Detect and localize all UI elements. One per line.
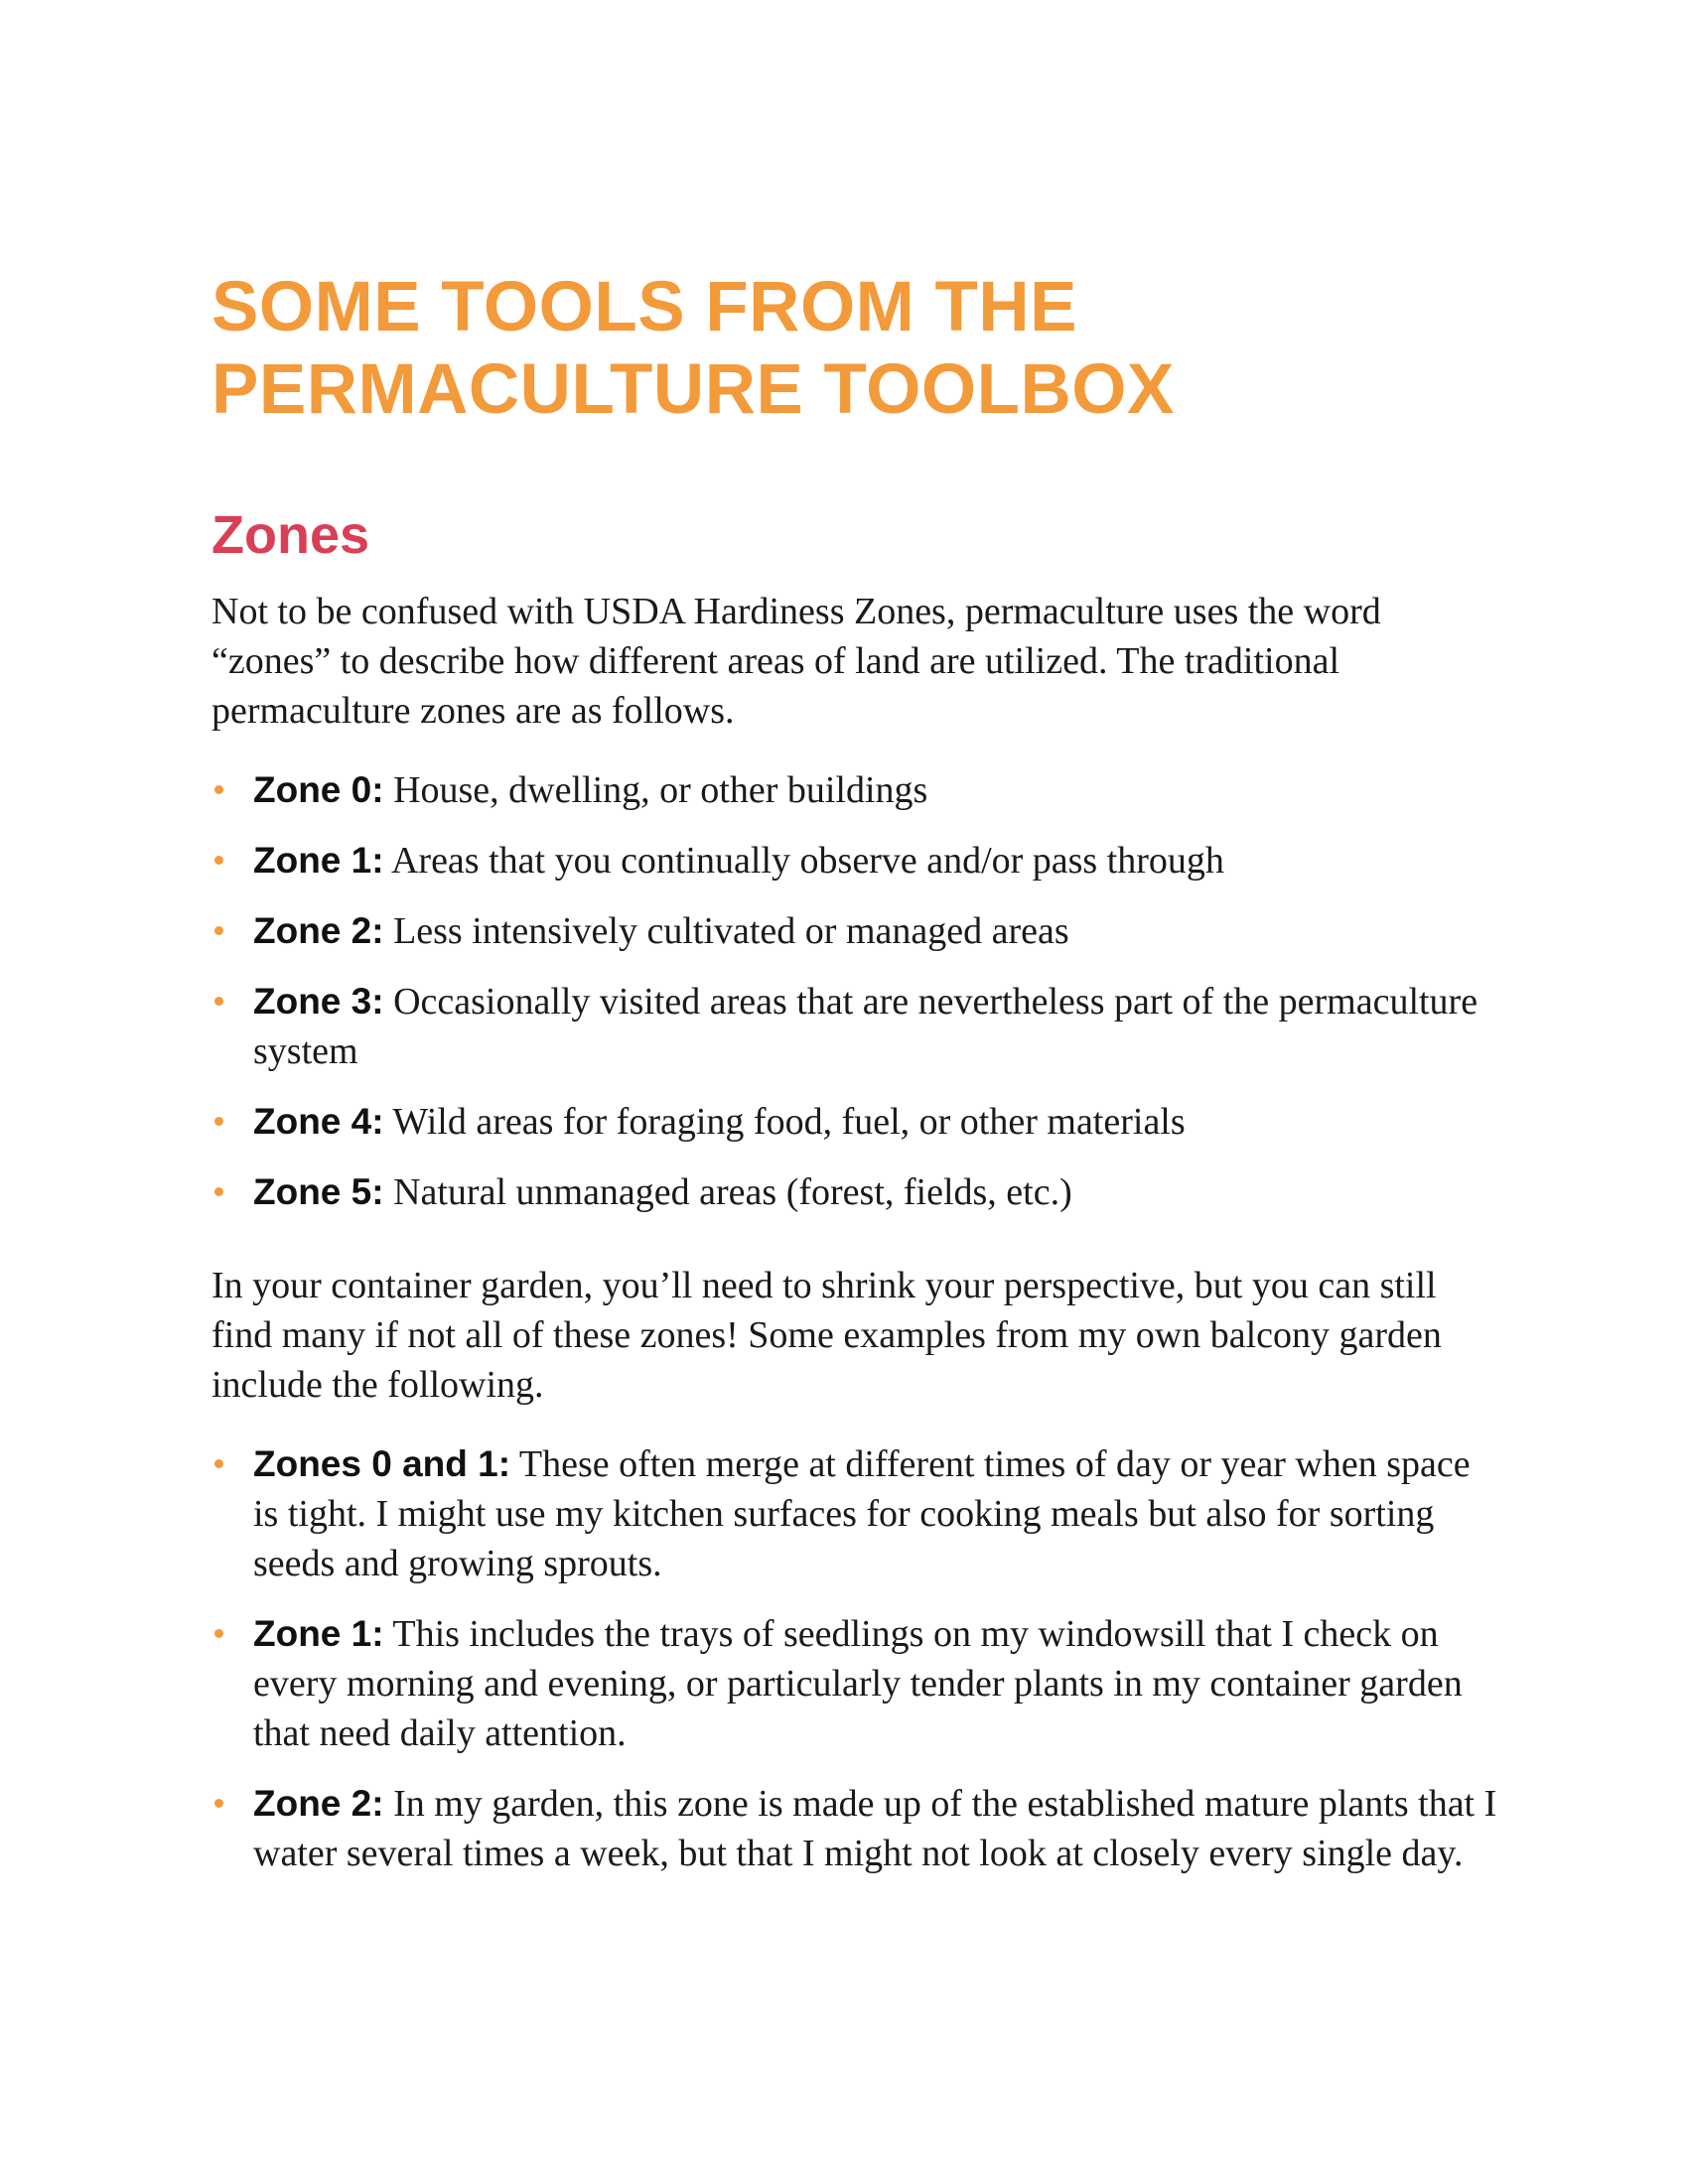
intro-paragraph: Not to be confused with USDA Hardiness Zones, permaculture uses the word “zones” to describe how different areas of land are utilized. The traditional permaculture zones are as follows.	[211, 591, 1381, 732]
zone-description: Occasionally visited areas that are nevertheless part of the permaculture system	[253, 981, 1478, 1072]
bullet-icon	[214, 785, 223, 794]
zone-term: Zone 4:	[253, 1101, 384, 1142]
example-term: Zone 1:	[253, 1613, 384, 1654]
example-term: Zones 0 and 1:	[253, 1443, 511, 1484]
list-item	[211, 977, 1502, 1076]
zone-description: Natural unmanaged areas (forest, fields, etc.)	[383, 1171, 1072, 1213]
example-description: These often merge at different times of day or year when space is tight. I might use my kitchen surfaces for cooking meals but also for sorting seeds and growing sprouts.	[253, 1443, 1471, 1584]
zone-term: Zone 2:	[253, 910, 384, 951]
bullet-icon	[214, 1799, 223, 1808]
bullet-icon	[214, 1187, 223, 1196]
bullet-icon	[214, 1117, 223, 1126]
example-term: Zone 2:	[253, 1783, 384, 1824]
zone-description: Less intensively cultivated or managed areas	[383, 910, 1069, 952]
list-item	[211, 906, 1502, 956]
list-item	[211, 765, 1502, 815]
example-description: This includes the trays of seedlings on my windowsill that I check on every morning and evening, or particularly tender plants in my container garden that need daily attention.	[253, 1613, 1463, 1754]
page-title-line-2: PERMACULTURE TOOLBOX	[211, 350, 1175, 429]
page-title	[211, 266, 1502, 431]
list-item	[211, 836, 1502, 886]
zone-term: Zone 3:	[253, 981, 384, 1022]
list-item	[211, 1439, 1502, 1588]
zone-description: House, dwelling, or other buildings	[383, 769, 928, 811]
section-heading-zones: Zones	[211, 505, 370, 565]
zone-term: Zone 1:	[253, 840, 384, 881]
bullet-icon	[214, 926, 223, 935]
zone-list	[211, 765, 1502, 1217]
bullet-icon	[214, 1459, 223, 1468]
bullet-icon	[214, 856, 223, 865]
zone-term: Zone 5:	[253, 1171, 384, 1212]
list-item	[211, 1167, 1502, 1217]
zone-description: Areas that you continually observe and/or pass through	[383, 840, 1224, 882]
container-garden-paragraph: In your container garden, you’ll need to shrink your perspective, but you can still find many if not all of these zones! Some examples from my own balcony garden include the following.	[211, 1265, 1442, 1406]
zone-term: Zone 0:	[253, 769, 384, 810]
list-item	[211, 1097, 1502, 1147]
zone-description: Wild areas for foraging food, fuel, or other materials	[383, 1101, 1186, 1143]
bullet-icon	[214, 1629, 223, 1638]
example-list	[211, 1439, 1502, 1878]
list-item	[211, 1609, 1502, 1758]
example-description: In my garden, this zone is made up of the established mature plants that I water several times a week, but that I might not look at closely every single day.	[253, 1783, 1497, 1874]
list-item	[211, 1779, 1502, 1878]
page-title-line-1: SOME TOOLS FROM THE	[211, 268, 1078, 346]
bullet-icon	[214, 997, 223, 1006]
document-page	[211, 266, 1502, 1899]
